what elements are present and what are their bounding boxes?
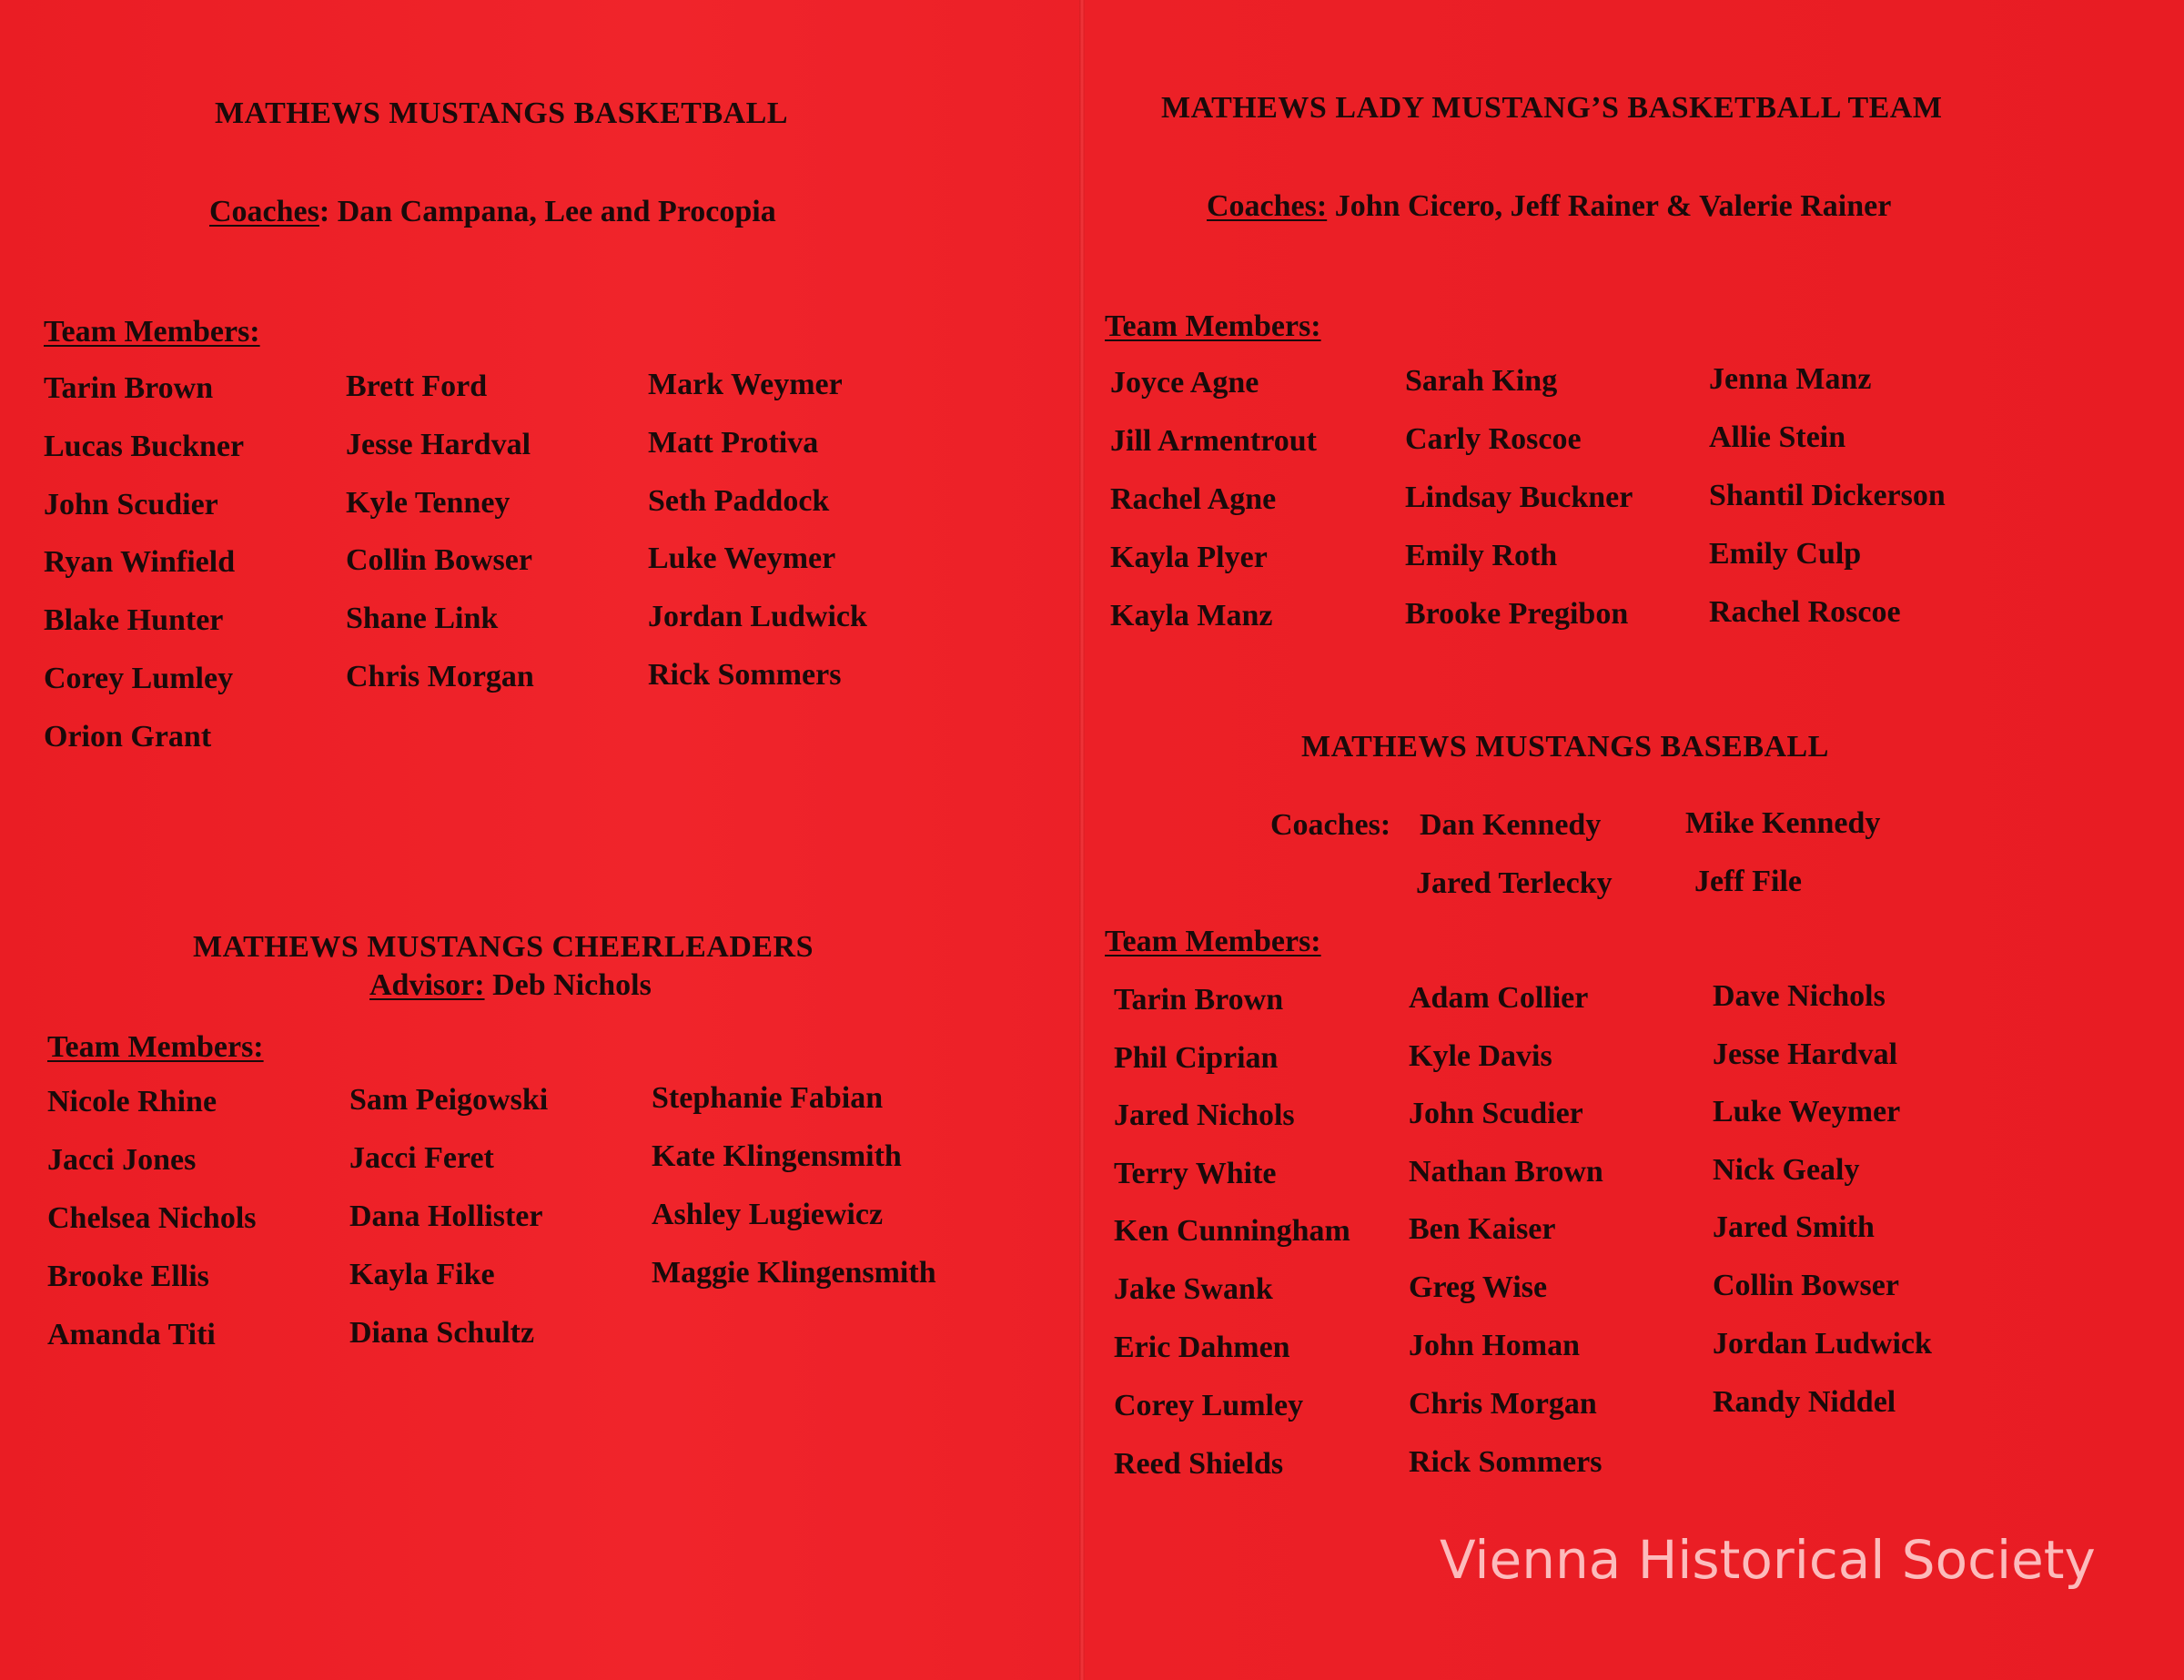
- list-item: Shantil Dickerson: [1709, 479, 1946, 512]
- list-item: Stephanie Fabian: [652, 1081, 884, 1115]
- list-item: Collin Bowser: [1713, 1269, 1899, 1302]
- list-item: Sarah King: [1405, 364, 1558, 398]
- list-item: Luke Weymer: [1713, 1095, 1901, 1128]
- list-item: Ryan Winfield: [44, 545, 236, 579]
- cheer-team-members-label: Team Members:: [47, 1030, 264, 1064]
- list-item: Ben Kaiser: [1409, 1212, 1556, 1246]
- list-item: Brooke Ellis: [47, 1260, 209, 1293]
- list-item: Brett Ford: [346, 369, 488, 403]
- list-item: Lucas Buckner: [44, 430, 245, 463]
- list-item: Jared Nichols: [1114, 1098, 1295, 1132]
- list-item: Kyle Tenney: [346, 486, 511, 520]
- list-item: Jordan Ludwick: [648, 600, 867, 633]
- cheer-title: MATHEWS MUSTANGS CHEERLEADERS: [193, 930, 814, 964]
- basketball-title: MATHEWS MUSTANGS BASKETBALL: [215, 96, 789, 130]
- list-item: Allie Stein: [1709, 420, 1846, 454]
- list-item: Jordan Ludwick: [1713, 1327, 1932, 1361]
- list-item: Lindsay Buckner: [1405, 481, 1633, 514]
- list-item: Rachel Agne: [1110, 482, 1277, 516]
- list-item: Kayla Plyer: [1110, 541, 1268, 574]
- list-item: Joyce Agne: [1110, 366, 1259, 400]
- list-item: Diana Schultz: [349, 1316, 535, 1350]
- list-item: Shane Link: [346, 602, 499, 635]
- list-item: Tarin Brown: [44, 371, 214, 405]
- list-item: Orion Grant: [44, 720, 212, 754]
- list-item: Jesse Hardval: [1713, 1037, 1898, 1071]
- list-item: Randy Niddel: [1713, 1385, 1896, 1419]
- list-item: Emily Roth: [1405, 539, 1558, 572]
- list-item: Kayla Fike: [349, 1258, 495, 1291]
- list-item: Ken Cunningham: [1114, 1214, 1350, 1248]
- lady-title: MATHEWS LADY MUSTANG’S BASKETBALL TEAM: [1161, 91, 1943, 125]
- list-item: Seth Paddock: [648, 484, 830, 518]
- list-item: Kate Klingensmith: [652, 1139, 902, 1173]
- list-item: Ashley Lugiewicz: [652, 1198, 884, 1231]
- list-item: Greg Wise: [1409, 1270, 1548, 1304]
- list-item: Blake Hunter: [44, 603, 224, 637]
- list-item: Kyle Davis: [1409, 1039, 1552, 1073]
- watermark: Vienna Historical Society: [1440, 1529, 2096, 1591]
- list-item: Kayla Manz: [1110, 599, 1273, 633]
- cheer-advisor: [369, 968, 652, 1003]
- baseball-coaches-label: Coaches:: [1270, 808, 1391, 842]
- list-item: Jesse Hardval: [346, 428, 531, 461]
- list-item: Amanda Titi: [47, 1318, 216, 1351]
- advisor-label: Advisor:: [369, 968, 485, 1002]
- list-item: Reed Shields: [1114, 1447, 1284, 1481]
- list-item: John Scudier: [1409, 1097, 1583, 1130]
- list-item: Eric Dahmen: [1114, 1331, 1290, 1364]
- list-item: Brooke Pregibon: [1405, 597, 1629, 631]
- list-item: Tarin Brown: [1114, 983, 1284, 1017]
- list-item: Chris Morgan: [1409, 1387, 1597, 1421]
- list-item: John Scudier: [44, 488, 218, 521]
- baseball-coach: Dan Kennedy: [1420, 808, 1602, 842]
- baseball-coach: Jeff File: [1694, 865, 1802, 898]
- list-item: Phil Ciprian: [1114, 1041, 1279, 1075]
- list-item: Adam Collier: [1409, 981, 1589, 1015]
- list-item: Jenna Manz: [1709, 362, 1872, 396]
- lady-team-members-label: Team Members:: [1105, 309, 1321, 343]
- team-members-label: Team Members:: [44, 315, 260, 349]
- list-item: Rachel Roscoe: [1709, 595, 1901, 629]
- list-item: Maggie Klingensmith: [652, 1256, 936, 1290]
- list-item: Terry White: [1114, 1157, 1277, 1190]
- baseball-title: MATHEWS MUSTANGS BASEBALL: [1301, 730, 1829, 764]
- list-item: Chris Morgan: [346, 660, 534, 693]
- lady-coaches-label: Coaches:: [1207, 189, 1328, 223]
- center-fold: [1079, 0, 1085, 1680]
- list-item: Corey Lumley: [44, 662, 234, 695]
- list-item: Luke Weymer: [648, 541, 836, 575]
- lady-coaches-names: John Cicero, Jeff Rainer & Valerie Rainer: [1327, 189, 1892, 223]
- lady-coaches: [1207, 189, 1891, 224]
- list-item: Matt Protiva: [648, 426, 819, 460]
- list-item: Jacci Jones: [47, 1143, 197, 1177]
- list-item: Corey Lumley: [1114, 1389, 1304, 1422]
- list-item: Nick Gealy: [1713, 1153, 1860, 1187]
- coaches-names: : Dan Campana, Lee and Procopia: [318, 195, 776, 228]
- list-item: Jacci Feret: [349, 1141, 494, 1175]
- list-item: Nathan Brown: [1409, 1155, 1603, 1189]
- list-item: Jared Smith: [1713, 1210, 1875, 1244]
- list-item: Jake Swank: [1114, 1272, 1273, 1306]
- list-item: Dana Hollister: [349, 1199, 543, 1233]
- list-item: Rick Sommers: [648, 658, 842, 692]
- baseball-coach: Jared Terlecky: [1416, 866, 1613, 900]
- list-item: John Homan: [1409, 1329, 1580, 1362]
- list-item: Collin Bowser: [346, 543, 532, 577]
- list-item: Nicole Rhine: [47, 1085, 217, 1118]
- advisor-name: Deb Nichols: [484, 968, 652, 1002]
- list-item: Jill Armentrout: [1110, 424, 1317, 458]
- baseball-coach: Mike Kennedy: [1685, 806, 1881, 840]
- list-item: Chelsea Nichols: [47, 1201, 257, 1235]
- basketball-coaches: [209, 195, 776, 229]
- list-item: Carly Roscoe: [1405, 422, 1582, 456]
- list-item: Sam Peigowski: [349, 1083, 549, 1117]
- list-item: Emily Culp: [1709, 537, 1862, 571]
- list-item: Dave Nichols: [1713, 979, 1886, 1013]
- coaches-label: Coaches: [209, 195, 319, 228]
- baseball-team-members-label: Team Members:: [1105, 925, 1321, 958]
- list-item: Rick Sommers: [1409, 1445, 1603, 1479]
- list-item: Mark Weymer: [648, 368, 843, 401]
